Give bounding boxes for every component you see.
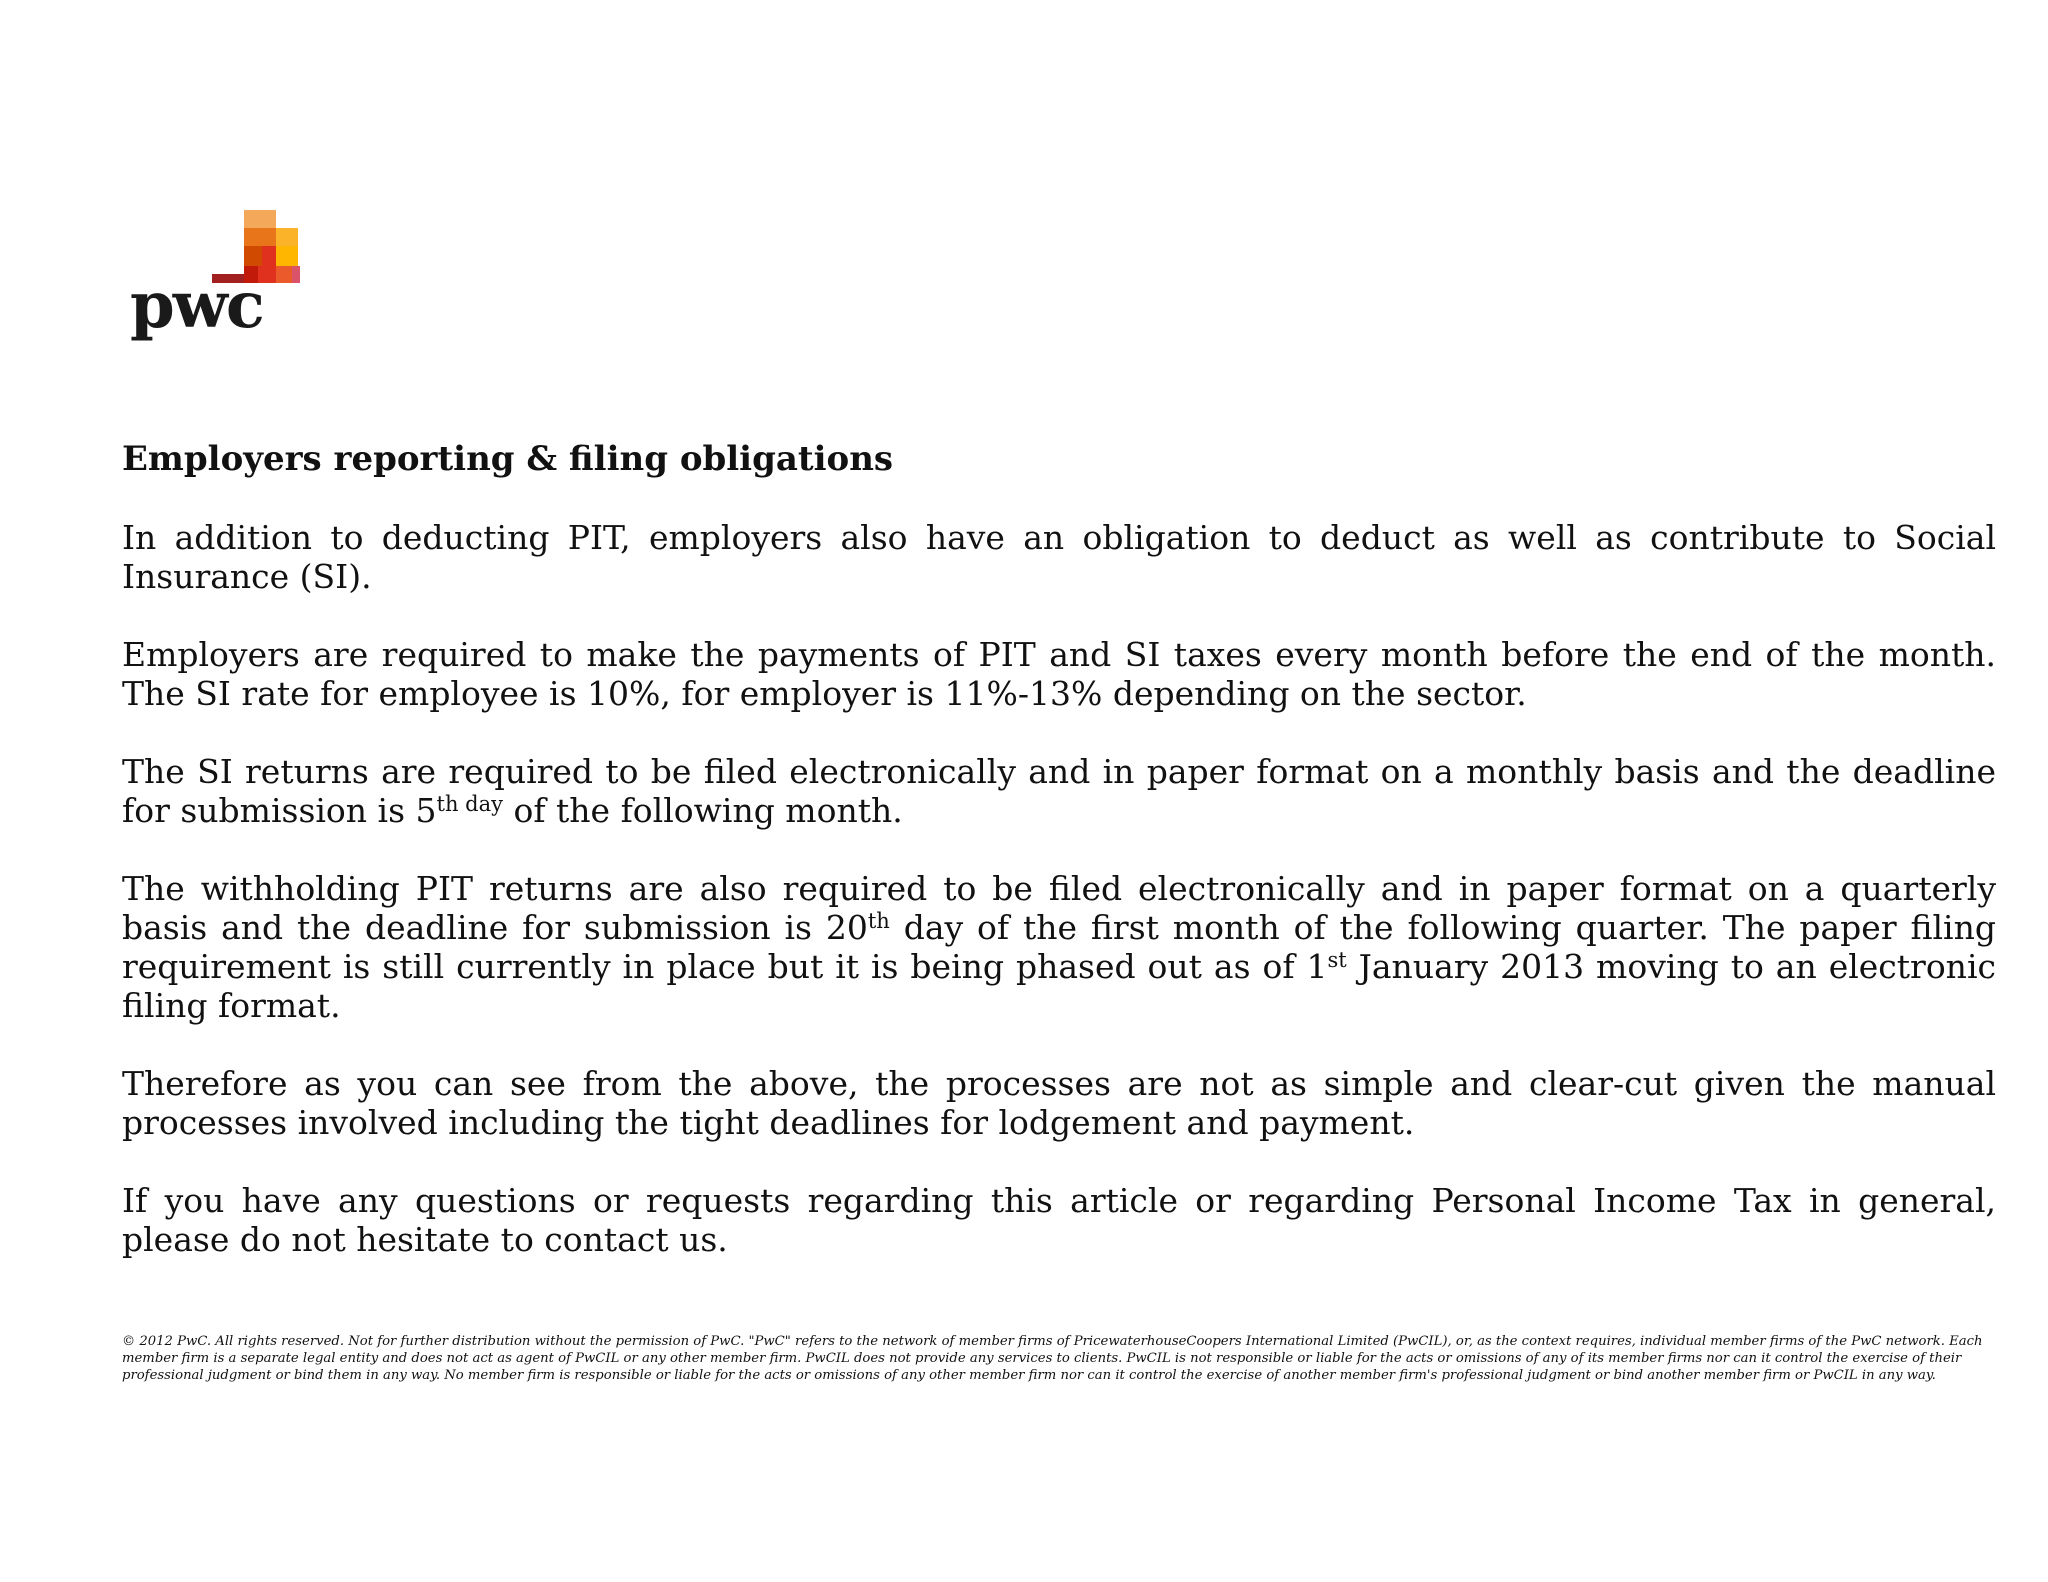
legal-footer: [122, 1333, 1988, 1384]
paragraph-4-superscript-2: st: [1327, 948, 1347, 972]
footer-line-3: professional judgment or bind them in any way. No member firm is responsible or liable for the acts or omissions of any other member firm nor can it control the exercise of another member firm's professional judgment or bind another member firm or PwCIL in any way.: [122, 1368, 1936, 1383]
paragraph-4: [122, 869, 1996, 1025]
footer-line-2: member firm is a separate legal entity and does not act as agent of PwCIL or any other member firm. PwCIL does not provide any services to clients. PwCIL is not responsible or liable for the acts or omissions of any of its member firms nor can it control the exercise of their: [122, 1351, 1962, 1366]
paragraph-3: [122, 752, 1996, 830]
paragraph-2: Employers are required to make the payments of PIT and SI taxes every month before the end of the month. The SI rate for employee is 10%, for employer is 11%-13% depending on the sector.: [122, 635, 1996, 713]
pwc-logo: [126, 210, 316, 360]
footer-line-1: © 2012 PwC. All rights reserved. Not for further distribution without the permission of PwC. "PwC" refers to the network of member firms of PricewaterhouseCoopers International Limited (PwCIL), or, as the context requires, individual member firms of the PwC network. Each: [122, 1334, 1983, 1349]
document-body: [122, 440, 1996, 1298]
pwc-wordmark: pwc: [130, 268, 263, 343]
paragraph-4-text-c: January 2013 moving to an electronic filing format.: [122, 947, 1996, 1025]
paragraph-5: Therefore as you can see from the above, the processes are not as simple and clear-cut given the manual processes involved including the tight deadlines for lodgement and payment.: [122, 1064, 1996, 1142]
paragraph-4-text-a: The withholding PIT returns are also required to be filed electronically and in paper format on a quarterly basis and the deadline for submission is 20: [122, 869, 1996, 947]
paragraph-6: If you have any questions or requests regarding this article or regarding Personal Income Tax in general, please do not hesitate to contact us.: [122, 1181, 1996, 1259]
paragraph-3-text-a: The SI returns are required to be filed electronically and in paper format on a monthly basis and the deadline for submission is 5: [122, 752, 1996, 830]
paragraph-3-text-b: of the following month.: [502, 791, 903, 830]
paragraph-4-superscript-1: th: [867, 909, 890, 933]
paragraph-1: In addition to deducting PIT, employers also have an obligation to deduct as well as contribute to Social Insurance (SI).: [122, 518, 1996, 596]
paragraph-3-superscript: th day: [436, 792, 503, 816]
paragraph-4-text-b: day of the first month of the following quarter. The paper filing requirement is still currently in place but it is being phased out as of 1: [122, 908, 1996, 986]
page-title: Employers reporting & filing obligations: [122, 439, 894, 479]
